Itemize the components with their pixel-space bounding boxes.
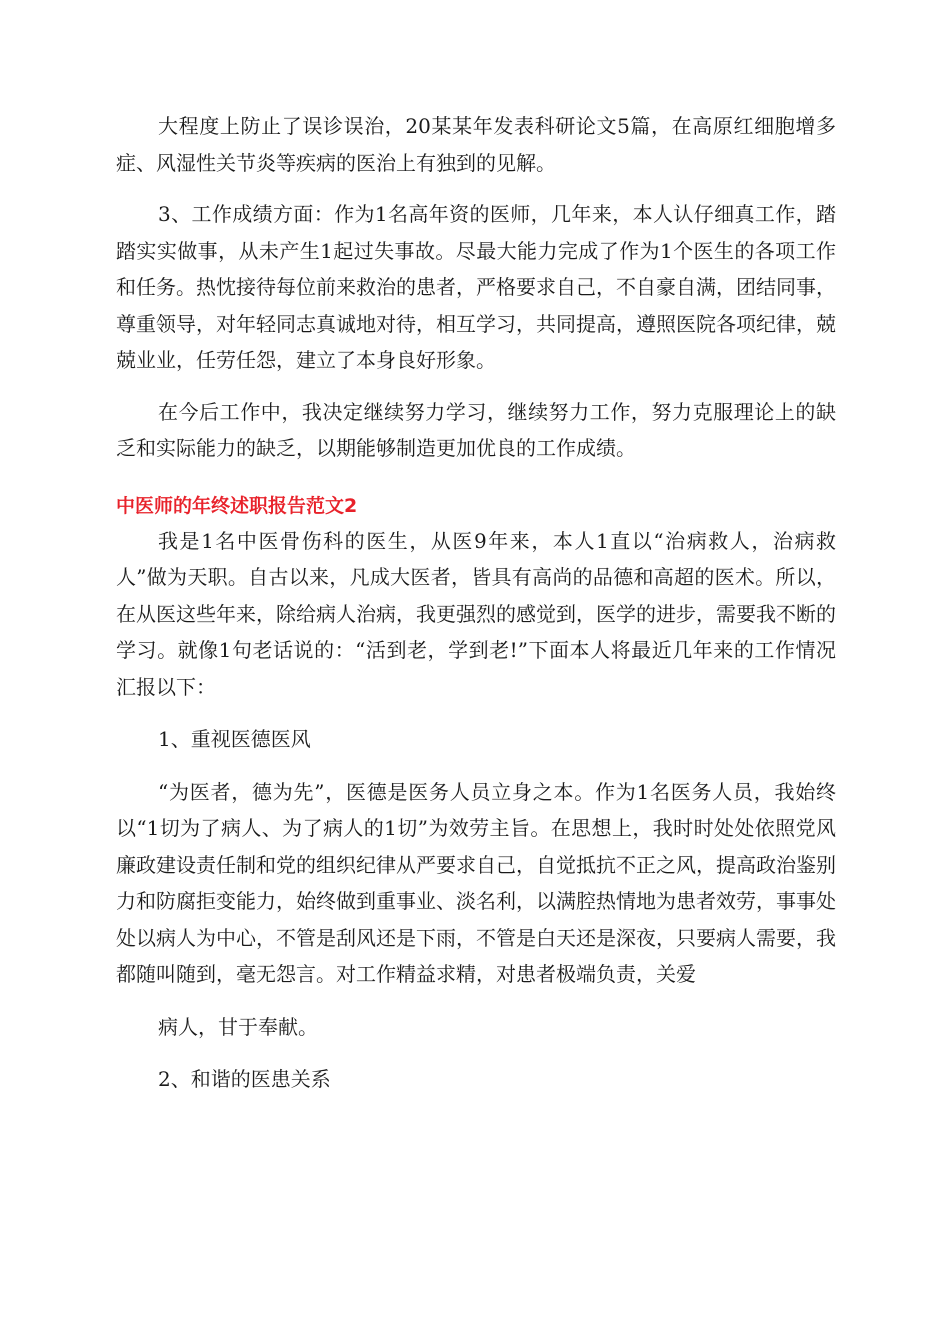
paragraph-medical-ethics: “为医者，德为先”，医德是医务人员立身之本。作为1名医务人员，我始终以“1切为了病人、为了病人的1切”为效劳主旨。在思想上，我时时处处依照党风廉政建设责任制和党的组织纪律从严要求自己，自觉抵抗不正之风，提高政治鉴别力和防腐拒变能力，始终做到重事业、淡名利，以满腔热情地为患者效劳，事事处处以病人为中心，不管是刮风还是下雨，不管是白天还是深夜，只要病人需要，我都随叫随到，毫无怨言。对工作精益求精，对患者极端负责，关爱 <box>116 779 836 986</box>
section-title: 中医师的年终述职报告范文2 <box>116 494 358 517</box>
paragraph-dedication: 病人，甘于奉献。 <box>158 1014 318 1039</box>
paragraph-future-work: 在今后工作中，我决定继续努力学习，继续努力工作，努力克服理论上的缺乏和实际能力的缺乏，以期能够制造更加优良的工作成绩。 <box>116 399 836 460</box>
document-page <box>116 108 836 1098</box>
subheading-medical-ethics: 1、重视医德医风 <box>158 727 311 751</box>
paragraph-introduction: 我是1名中医骨伤科的医生，从医9年来，本人1直以“治病救人，治病救人”做为天职。自古以来，凡成大医者，皆具有高尚的品德和高超的医术。所以，在从医这些年来，除给病人治病，我更强烈的感觉到，医学的进步，需要我不断的学习。就像1句老话说的：“活到老，学到老!”下面本人将最近几年来的工作情况汇报以下： <box>116 528 836 699</box>
subheading-doctor-patient-relationship: 2、和谐的医患关系 <box>158 1067 331 1091</box>
paragraph-work-achievements: 3、工作成绩方面：作为1名高年资的医师，几年来，本人认仔细真工作，踏踏实实做事，从未产生1起过失事故。尽最大能力完成了作为1个医生的各项工作和任务。热忱接待每位前来救治的患者，严格要求自己，不自豪自满，团结同事，尊重领导，对年轻同志真诚地对待，相互学习，共同提高，遵照医院各项纪律，兢兢业业，任劳任怨，建立了本身良好形象。 <box>116 202 836 372</box>
paragraph-diagnosis-research: 大程度上防止了误诊误治，20某某年发表科研论文5篇，在高原红细胞增多症、风湿性关节炎等疾病的医治上有独到的见解。 <box>116 114 836 175</box>
